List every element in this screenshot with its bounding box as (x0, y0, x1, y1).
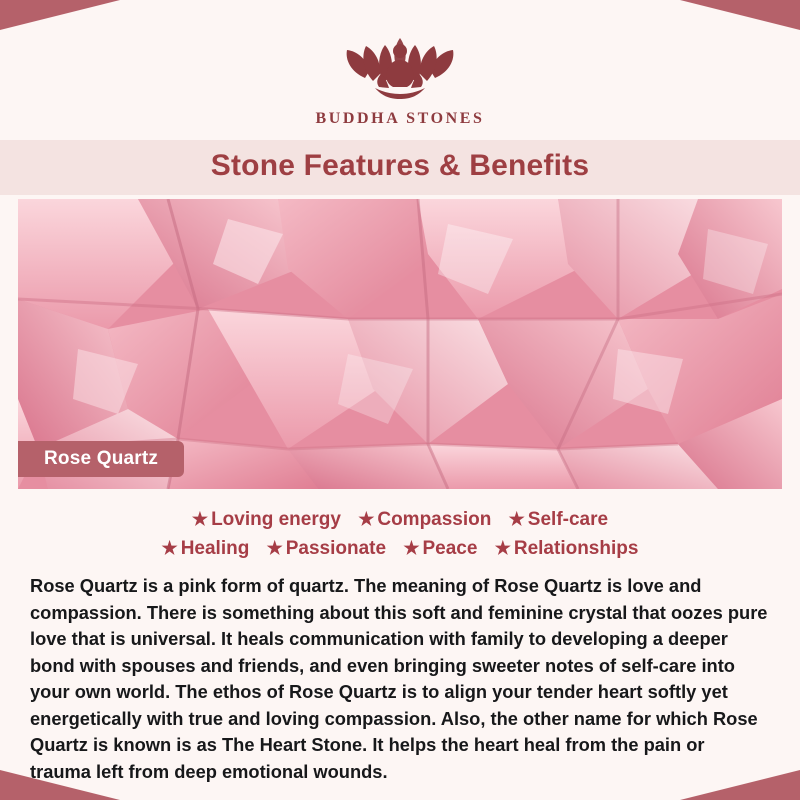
corner-decoration-top-right (680, 0, 800, 30)
star-icon: ★ (508, 509, 525, 529)
description-text: Rose Quartz is a pink form of quartz. The meaning of Rose Quartz is love and compassion. There is something about this soft and feminine crystal that oozes pure love that is universal. It heals communication with family to developing a deeper bond with spouses and friends, and even bringing sweeter notes of self-care into your own world. The ethos of Rose Quartz is to align your tender heart softly yet energetically with true and loving compassion. Also, the other name for which Rose Quartz is known is as The Heart Stone. It helps the heart heal from the pain or trauma left from deep emotional wounds. (30, 575, 768, 782)
star-icon: ★ (358, 509, 375, 529)
star-icon: ★ (403, 538, 420, 558)
corner-decoration-bottom-right (680, 770, 800, 800)
keyword-row-1 (0, 505, 800, 534)
star-icon: ★ (191, 509, 209, 529)
keyword-item (403, 538, 477, 559)
keyword-label: Self-care (527, 509, 609, 530)
keyword-label: Peace (422, 538, 478, 559)
benefit-keywords (0, 505, 800, 563)
keyword-label: Loving energy (211, 509, 341, 530)
keyword-item (162, 538, 250, 559)
keyword-label: Compassion (377, 509, 492, 530)
corner-decoration-bottom-left (0, 770, 120, 800)
keyword-item (509, 509, 608, 530)
star-icon: ★ (161, 538, 178, 558)
keyword-item (267, 538, 386, 559)
brand-name: BUDDHA STONES (315, 110, 485, 127)
keyword-item (192, 509, 341, 530)
keyword-label: Passionate (285, 538, 387, 559)
hero-image (18, 199, 782, 489)
keyword-row-2 (0, 534, 800, 563)
star-icon: ★ (494, 538, 511, 558)
lotus-meditation-icon (335, 18, 465, 106)
keyword-label: Relationships (513, 538, 639, 559)
keyword-label: Healing (180, 538, 250, 559)
page-title: Stone Features & Benefits (210, 149, 590, 182)
star-icon: ★ (266, 538, 283, 558)
stone-name-label: Rose Quartz (18, 441, 184, 477)
keyword-item (358, 509, 491, 530)
title-band (0, 140, 800, 195)
keyword-item (495, 538, 639, 559)
corner-decoration-top-left (0, 0, 120, 30)
